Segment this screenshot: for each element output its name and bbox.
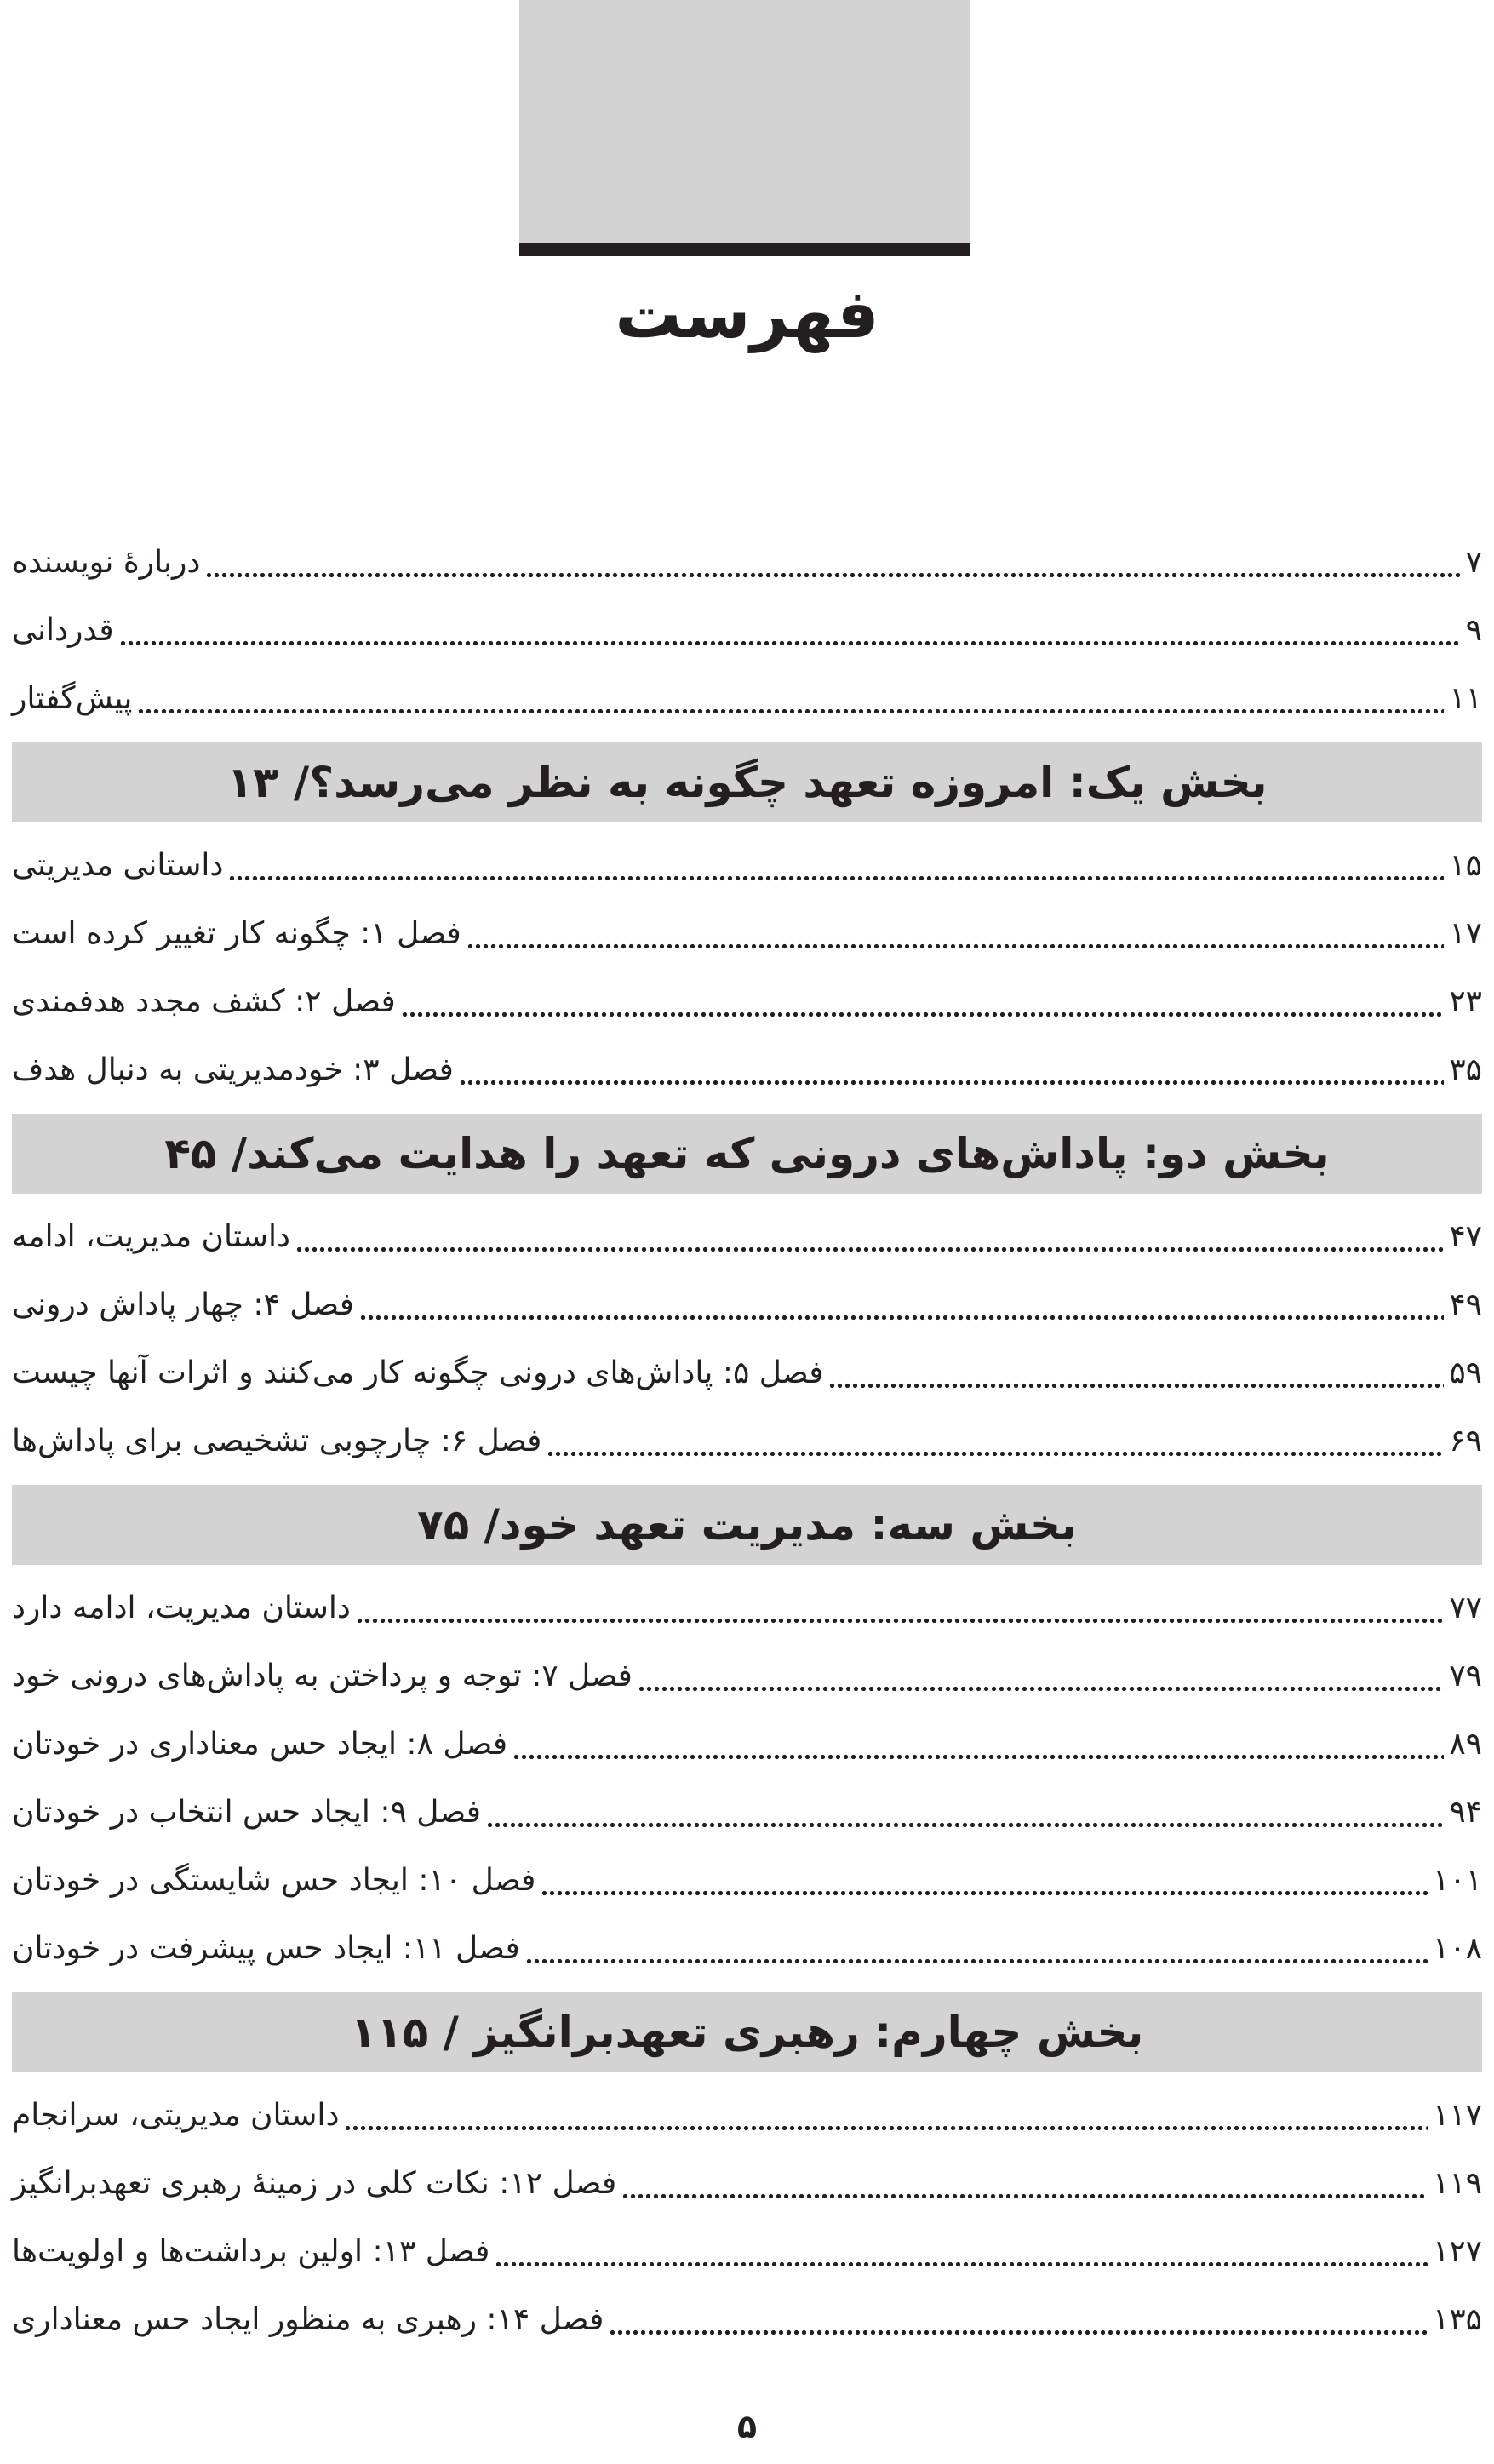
toc-entry[interactable]: [12, 2082, 1482, 2150]
toc-entry[interactable]: [12, 1915, 1482, 1983]
toc-entry[interactable]: [12, 1847, 1482, 1915]
toc-entry-page: ۹: [1465, 613, 1482, 648]
toc-entry-page: ۹۴: [1449, 1795, 1482, 1830]
toc-entry-page: ۷: [1465, 545, 1482, 580]
dot-leader: [344, 2082, 1428, 2150]
dot-leader: [547, 1407, 1444, 1476]
dot-leader: [512, 1710, 1444, 1779]
dot-leader: [638, 1642, 1444, 1710]
toc-entry-label: فصل ۷: توجه و پرداختن به پاداش‌های درونی خود: [12, 1659, 633, 1693]
toc-entry[interactable]: [12, 1710, 1482, 1779]
toc-entry[interactable]: [12, 1642, 1482, 1710]
dot-leader: [205, 529, 1460, 597]
toc-entry[interactable]: [12, 2150, 1482, 2218]
page-title: فهرست: [615, 277, 879, 353]
toc-entry-label: دربارۀ نویسنده: [12, 545, 201, 580]
toc-entry[interactable]: [12, 1407, 1482, 1476]
dot-leader: [359, 1271, 1444, 1339]
toc-entry-page: ۱۵: [1449, 848, 1482, 883]
toc-entry[interactable]: [12, 1574, 1482, 1642]
toc-entry[interactable]: [12, 2218, 1482, 2286]
toc-entry-label: داستان مدیریتی، سرانجام: [12, 2098, 340, 2133]
header-gray-block: [519, 0, 970, 243]
toc-entry-label: فصل ۱۳: اولین برداشت‌ها و اولویت‌ها: [12, 2234, 490, 2269]
toc-entry[interactable]: [12, 1036, 1482, 1104]
toc-entry[interactable]: [12, 1779, 1482, 1847]
toc-entry-page: ۱۰۱: [1432, 1863, 1482, 1898]
toc-entry-page: ۵۹: [1449, 1355, 1482, 1390]
dot-leader: [609, 2286, 1428, 2354]
toc-entry[interactable]: [12, 665, 1482, 733]
toc-entry-page: ۱۱۹: [1432, 2166, 1482, 2201]
toc-entry-page: ۷۹: [1449, 1659, 1482, 1693]
toc-entry[interactable]: [12, 1203, 1482, 1271]
dot-leader: [541, 1847, 1428, 1915]
toc-entry[interactable]: [12, 1271, 1482, 1339]
toc-entry-label: فصل ۱۴: رهبری به منظور ایجاد حس معناداری: [12, 2302, 604, 2337]
part-heading-3[interactable]: بخش سه: مدیریت تعهد خود/ ۷۵: [12, 1485, 1482, 1565]
table-of-contents: [12, 529, 1482, 2354]
dot-leader: [119, 597, 1461, 665]
toc-entry-page: ۶۹: [1449, 1424, 1482, 1458]
dot-leader: [356, 1574, 1444, 1642]
toc-entry[interactable]: [12, 832, 1482, 900]
part-heading-2[interactable]: بخش دو: پاداش‌های درونی که تعهد را هدایت می‌کند/ ۴۵: [12, 1114, 1482, 1194]
toc-entry[interactable]: [12, 900, 1482, 968]
toc-entry[interactable]: [12, 968, 1482, 1036]
dot-leader: [228, 832, 1444, 900]
toc-entry-page: ۱۲۷: [1432, 2234, 1482, 2269]
toc-entry-label: فصل ۱۰: ایجاد حس شایستگی در خودتان: [12, 1863, 536, 1898]
dot-leader: [621, 2150, 1428, 2218]
toc-entry-page: ۴۹: [1449, 1287, 1482, 1322]
toc-entry-page: ۱۷: [1449, 916, 1482, 951]
toc-entry-page: ۳۵: [1449, 1052, 1482, 1087]
header-rule: [519, 243, 970, 256]
dot-leader: [401, 968, 1445, 1036]
dot-leader: [495, 2218, 1428, 2286]
part-heading-4[interactable]: بخش چهارم: رهبری تعهدبرانگیز / ۱۱۵: [12, 1992, 1482, 2072]
dot-leader: [486, 1779, 1444, 1847]
toc-entry-label: فصل ۲: کشف مجدد هدفمندی: [12, 984, 396, 1019]
dot-leader: [525, 1915, 1428, 1983]
toc-entry-page: ۴۷: [1449, 1219, 1482, 1254]
toc-entry-page: ۱۱۷: [1432, 2098, 1482, 2133]
toc-entry[interactable]: [12, 529, 1482, 597]
dot-leader: [137, 665, 1444, 733]
dot-leader: [467, 900, 1445, 968]
toc-entry-label: فصل ۱۲: نکات کلی در زمینۀ رهبری تعهدبرانگیز: [12, 2166, 617, 2201]
toc-entry-page: ۷۷: [1449, 1590, 1482, 1625]
toc-entry-label: فصل ۹: ایجاد حس انتخاب در خودتان: [12, 1795, 481, 1830]
toc-entry-page: ۲۳: [1449, 984, 1482, 1019]
toc-entry-page: ۱۰۸: [1432, 1931, 1482, 1966]
page-number: ۵: [736, 2408, 758, 2445]
toc-entry-page: ۱۳۵: [1432, 2302, 1482, 2337]
toc-entry-label: فصل ۳: خودمدیریتی به دنبال هدف: [12, 1052, 454, 1087]
toc-entry-label: فصل ۱۱: ایجاد حس پیشرفت در خودتان: [12, 1931, 520, 1966]
dot-leader: [828, 1339, 1444, 1407]
toc-entry-label: فصل ۱: چگونه کار تغییر کرده است: [12, 916, 461, 951]
toc-entry-label: قدردانی: [12, 613, 114, 648]
toc-entry-page: ۸۹: [1449, 1727, 1482, 1762]
dot-leader: [459, 1036, 1445, 1104]
toc-entry[interactable]: [12, 1339, 1482, 1407]
dot-leader: [295, 1203, 1444, 1271]
part-heading-1[interactable]: بخش یک: امروزه تعهد چگونه به نظر می‌رسد؟/ ۱۳: [12, 742, 1482, 822]
toc-entry[interactable]: [12, 2286, 1482, 2354]
toc-entry-label: پیش‌گفتار: [12, 681, 133, 716]
toc-entry-label: داستانی مدیریتی: [12, 848, 224, 883]
toc-entry-label: فصل ۶: چارچوبی تشخیصی برای پاداش‌ها: [12, 1424, 542, 1458]
toc-entry[interactable]: [12, 597, 1482, 665]
toc-entry-label: فصل ۸: ایجاد حس معناداری در خودتان: [12, 1727, 508, 1762]
toc-entry-label: داستان مدیریت، ادامه: [12, 1219, 291, 1254]
toc-entry-page: ۱۱: [1449, 681, 1482, 716]
toc-entry-label: فصل ۴: چهار پاداش درونی: [12, 1287, 354, 1322]
toc-entry-label: داستان مدیریت، ادامه دارد: [12, 1590, 351, 1625]
toc-entry-label: فصل ۵: پاداش‌های درونی چگونه کار می‌کنند و اثرات آنها چیست: [12, 1355, 824, 1390]
